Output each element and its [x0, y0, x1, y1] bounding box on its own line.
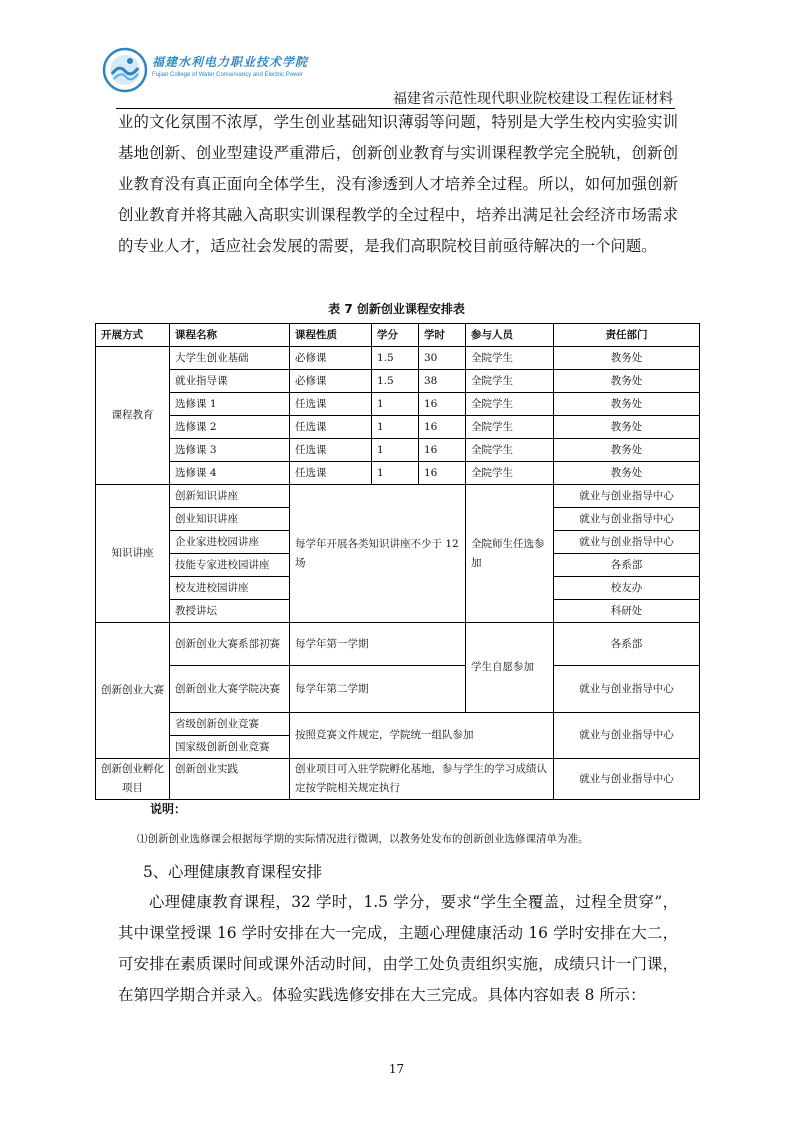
header-cell: 课程性质 — [290, 324, 372, 347]
credits-cell: 1 — [372, 416, 419, 439]
description-cell: 创业项目可入驻学院孵化基地，参与学生的学习成绩认定按学院相关规定执行 — [290, 759, 554, 800]
hours-cell: 16 — [419, 439, 466, 462]
course-type-cell: 任选课 — [290, 439, 372, 462]
table-row — [96, 416, 700, 439]
course-name-cell: 教授讲坛 — [170, 600, 290, 623]
hours-cell: 16 — [419, 393, 466, 416]
course-type-cell: 必修课 — [290, 370, 372, 393]
term-cell: 每学年第二学期 — [290, 666, 466, 713]
header-cell: 课程名称 — [170, 324, 290, 347]
credits-cell: 1 — [372, 393, 419, 416]
course-name-cell: 创新知识讲座 — [170, 485, 290, 508]
note-item: ⑴创新创业选修课会根据每学期的实际情况进行微调，以教务处发布的创新创业选修课清单为准。 — [137, 833, 589, 845]
department-cell: 就业与创业指导中心 — [554, 531, 700, 554]
course-name-cell: 企业家进校园讲座 — [170, 531, 290, 554]
department-cell: 各系部 — [554, 623, 700, 666]
header-cell: 学时 — [419, 324, 466, 347]
department-cell: 教务处 — [554, 462, 700, 485]
credits-cell: 1.5 — [372, 370, 419, 393]
course-name-cell: 创新创业实践 — [170, 759, 290, 800]
header-cell: 参与人员 — [466, 324, 554, 347]
department-cell: 校友办 — [554, 577, 700, 600]
participants-cell: 全院师生任选参加 — [466, 485, 554, 623]
participants-cell: 全院学生 — [466, 416, 554, 439]
course-name-cell: 大学生创业基础 — [170, 347, 290, 370]
department-cell: 就业与创业指导中心 — [554, 713, 700, 759]
course-name-cell: 就业指导课 — [170, 370, 290, 393]
course-name-cell: 选修课 1 — [170, 393, 290, 416]
course-name-cell: 创新创业大赛系部初赛 — [170, 623, 290, 666]
department-cell: 就业与创业指导中心 — [554, 485, 700, 508]
description-cell: 每学年开展各类知识讲座不少于 12 场 — [290, 485, 466, 623]
credits-cell: 1 — [372, 439, 419, 462]
department-cell: 教务处 — [554, 347, 700, 370]
course-name-cell: 选修课 3 — [170, 439, 290, 462]
department-cell: 教务处 — [554, 370, 700, 393]
header-title: 福建省示范性现代职业院校建设工程佐证材料 — [393, 91, 673, 107]
notes-title: 说明： — [150, 802, 187, 816]
header-cell: 开展方式 — [96, 324, 170, 347]
hours-cell: 16 — [419, 462, 466, 485]
college-emblem-icon — [102, 47, 148, 93]
section-heading: 5、心理健康教育课程安排 — [143, 863, 323, 881]
course-name-cell: 创新创业大赛学院决赛 — [170, 666, 290, 713]
table-header-row — [96, 324, 700, 347]
department-cell: 教务处 — [554, 393, 700, 416]
course-name-cell: 校友进校园讲座 — [170, 577, 290, 600]
category-cell: 创新创业孵化项目 — [96, 759, 170, 800]
hours-cell: 38 — [419, 370, 466, 393]
body-paragraph: 心理健康教育课程，32 学时，1.5 学分，要求“学生全覆盖，过程全贯穿”，其中课堂授课 16 学时安排在大一完成，主题心理健康活动 16 学时安排在大二，可安排在素质课时间或课外活动时间，由学工处负责组织实施，成绩只计一门课，在第四学期合并录入。体验实践选修安排在大三完成。具体内容如表 8 所示： — [118, 893, 678, 1004]
course-name-cell: 省级创新创业竞赛 — [170, 713, 290, 736]
course-name-cell: 国家级创新创业竞赛 — [170, 736, 290, 759]
table-row — [96, 370, 700, 393]
category-cell: 知识讲座 — [96, 485, 170, 623]
logo-college-subtitle: Fujian College of Water Conservancy and Electric Power — [152, 72, 303, 78]
table-row — [96, 347, 700, 370]
course-type-cell: 任选课 — [290, 462, 372, 485]
course-name-cell: 选修课 4 — [170, 462, 290, 485]
table-title: 表 7 创新创业课程安排表 — [328, 302, 465, 316]
table-row — [96, 485, 700, 508]
credits-cell: 1.5 — [372, 347, 419, 370]
participants-cell: 全院学生 — [466, 439, 554, 462]
logo-college-name: 福建水利电力职业技术学院 — [152, 55, 309, 69]
department-cell: 教务处 — [554, 439, 700, 462]
table-row — [96, 393, 700, 416]
department-cell: 各系部 — [554, 554, 700, 577]
term-cell: 每学年第一学期 — [290, 623, 466, 666]
course-name-cell: 创业知识讲座 — [170, 508, 290, 531]
table-row — [96, 462, 700, 485]
body-paragraph: 业的文化氛围不浓厚，学生创业基础知识薄弱等问题，特别是大学生校内实验实训基地创新、创业型建设严重滞后，创新创业教育与实训课程教学完全脱轨，创新创业教育没有真正面向全体学生，没有渗透到人才培养全过程。所以，如何加强创新创业教育并将其融入高职实训课程教学的全过程中，培养出满足社会经济市场需求的专业人才，适应社会发展的需要，是我们高职院校目前亟待解决的一个问题。 — [118, 113, 678, 255]
page-number: 17 — [388, 1062, 405, 1076]
department-cell: 教务处 — [554, 416, 700, 439]
participants-cell: 全院学生 — [466, 347, 554, 370]
course-type-cell: 任选课 — [290, 416, 372, 439]
hours-cell: 30 — [419, 347, 466, 370]
hours-cell: 16 — [419, 416, 466, 439]
participants-cell: 学生自愿参加 — [466, 623, 554, 713]
participants-cell: 全院学生 — [466, 393, 554, 416]
course-name-cell: 技能专家进校园讲座 — [170, 554, 290, 577]
department-cell: 科研处 — [554, 600, 700, 623]
table-row — [96, 439, 700, 462]
course-name-cell: 选修课 2 — [170, 416, 290, 439]
category-cell: 创新创业大赛 — [96, 623, 170, 759]
category-cell: 课程教育 — [96, 347, 170, 485]
description-cell: 按照竞赛文件规定，学院统一组队参加 — [290, 713, 554, 759]
college-logo — [102, 47, 309, 93]
credits-cell: 1 — [372, 462, 419, 485]
table-row — [96, 666, 700, 713]
department-cell: 就业与创业指导中心 — [554, 666, 700, 713]
course-schedule-table — [95, 323, 700, 800]
table-row — [96, 623, 700, 666]
table-row — [96, 713, 700, 736]
department-cell: 就业与创业指导中心 — [554, 759, 700, 800]
header-cell: 学分 — [372, 324, 419, 347]
course-type-cell: 必修课 — [290, 347, 372, 370]
participants-cell: 全院学生 — [466, 462, 554, 485]
header-cell: 责任部门 — [554, 324, 700, 347]
department-cell: 就业与创业指导中心 — [554, 508, 700, 531]
table-row — [96, 759, 700, 800]
course-type-cell: 任选课 — [290, 393, 372, 416]
participants-cell: 全院学生 — [466, 370, 554, 393]
